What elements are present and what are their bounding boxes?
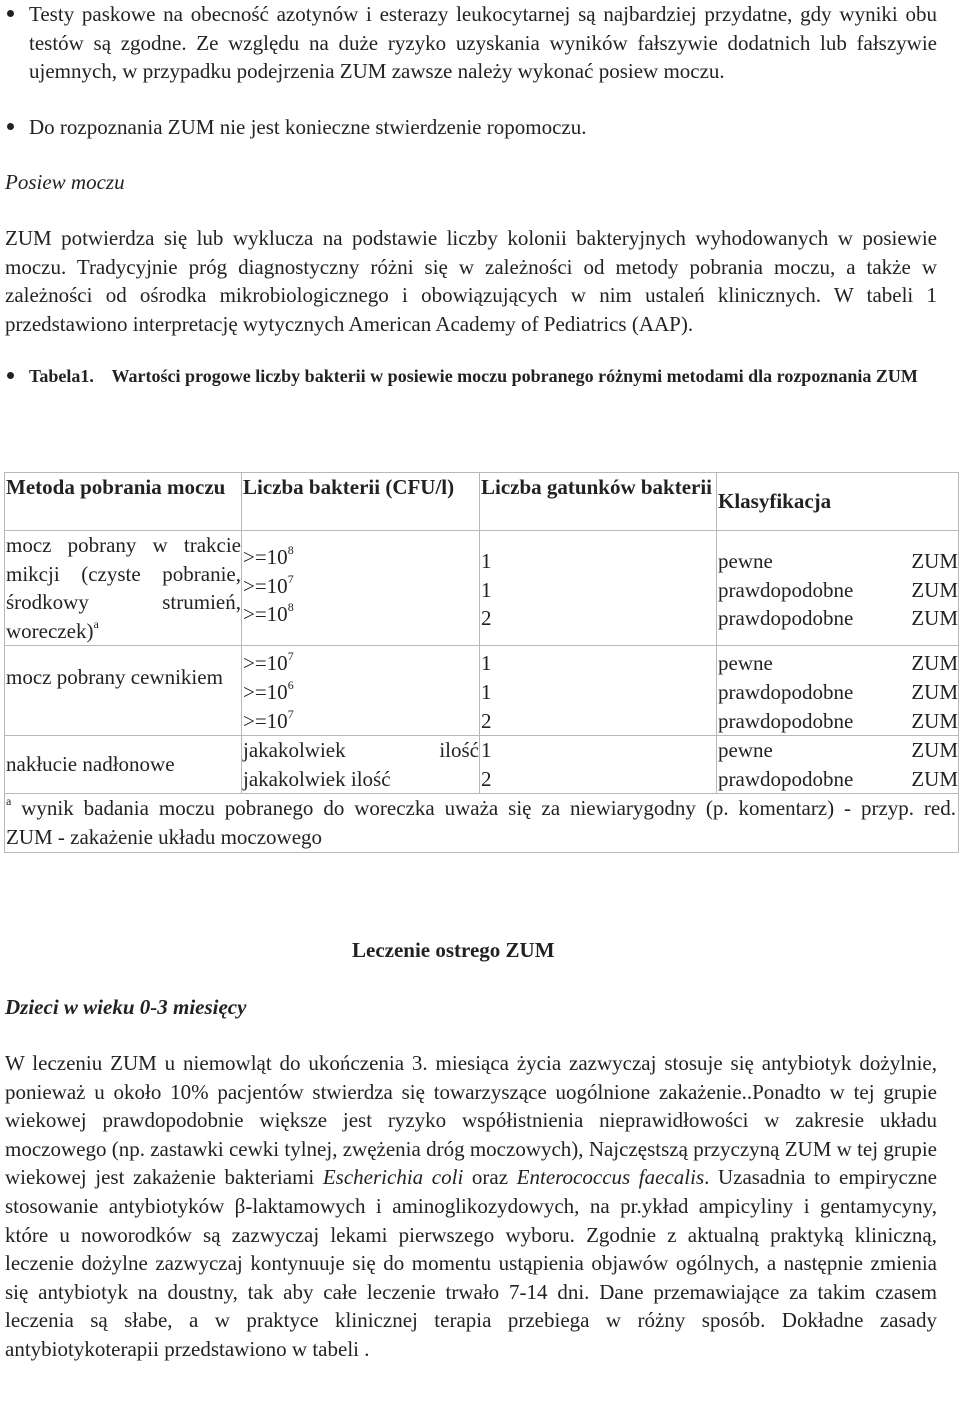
species-value: 1 xyxy=(481,738,492,763)
table-wrapper xyxy=(5,472,959,853)
header-text: Klasyfikacja xyxy=(718,489,832,514)
class-value: pewne ZUM xyxy=(718,738,958,763)
method-text: mocz pobrany cewnikiem xyxy=(6,665,223,690)
class-cell xyxy=(717,646,959,736)
method-text: mocz pobrany w trakcie mikcji (czyste pobranie, środkowy strumień, woreczek) xyxy=(6,533,241,643)
count-exponent: 7 xyxy=(287,571,294,586)
count-cell xyxy=(242,531,480,646)
footnote-text: wynik badania moczu pobranego do woreczka uważa się za niewiarygodny (p. komentarz) - przyp. red. xyxy=(21,796,956,821)
class-value: prawdopodobne ZUM xyxy=(718,766,958,791)
species-value: 1 xyxy=(481,679,492,704)
paragraph-text: oraz xyxy=(463,1165,517,1190)
species-cell xyxy=(480,646,717,736)
section-paragraph: ZUM potwierdza się lub wyklucza na podstawie liczby kolonii bakteryjnych wyhodowanych w posiewie moczu. Tradycyjnie próg diagnostyczny różni się w zależności od metody pobrania moczu, a także w zależności od ośrodka mikrobiologicznego i obowiązujących w nim ustaleń klinicznych. W tabeli 1 przedstawiono interpretację wytycznych American Academy of Pediatrics (AAP). xyxy=(5,225,937,336)
table-header-row xyxy=(5,473,959,531)
method-cell xyxy=(5,646,242,736)
table-row xyxy=(5,531,959,646)
count-cell xyxy=(242,736,480,794)
header-cell: Liczba bakterii (CFU/l) xyxy=(242,473,480,531)
count-cell xyxy=(242,646,480,736)
table-row xyxy=(5,736,959,794)
footnote-marker: a xyxy=(6,794,12,809)
species-value: 1 xyxy=(481,651,492,676)
document-page xyxy=(5,0,937,389)
subsection-heading: Dzieci w wieku 0-3 miesięcy xyxy=(5,995,247,1019)
species-value: 1 xyxy=(481,549,492,573)
table-caption-text: Wartości progowe liczby bakterii w posiewie moczu pobranego różnymi metodami dla rozpoznania ZUM xyxy=(111,366,918,387)
count-value: >=10 xyxy=(243,651,288,676)
class-value: prawdopodobne ZUM xyxy=(718,577,958,602)
bullet-item xyxy=(5,0,937,86)
count-exponent: 8 xyxy=(287,600,294,615)
count-value: >=10 xyxy=(243,602,288,627)
bullet-text: Testy paskowe na obecność azotynów i esterazy leukocytarnej są najbardziej przydatne, gdy wyniki obu testów są zgodne. Ze względu na duże ryzyko uzyskania wyników fałszywie dodatnich lub fałszywie ujemnych, w przypadku podejrzenia ZUM zawsze należy wykonać posiew moczu. xyxy=(29,2,937,84)
table-caption xyxy=(5,363,937,389)
footnote-marker: a xyxy=(93,616,99,631)
count-value: >=10 xyxy=(243,545,288,569)
count-exponent: 6 xyxy=(287,677,294,692)
count-value: >=10 xyxy=(243,573,288,598)
table-footnote-row xyxy=(5,794,959,852)
bullet-item xyxy=(5,113,937,142)
paragraph-text: W leczeniu ZUM u niemowląt do ukończenia 3. miesiąca życia zazwyczaj stosuje się antybiotyk dożylnie, ponieważ u około 10% pacjentów stwierdza się towarzyszące uogólnione zakażenie..Ponadto w tej grupie wiekowej prawdopodobnie większe jest ryzyko współistnienia nieprawidłowości w zakresie układu moczowego (np. zastawki cewki tylnej, zwężenia dróg moczowych), Najczęstszą przyczyną ZUM w tej grupie wiekowej jest zakażenie bakteriami xyxy=(5,1051,937,1190)
species-value: 2 xyxy=(481,708,492,733)
count-exponent: 8 xyxy=(287,543,294,557)
species-value: 1 xyxy=(481,577,492,602)
count-value: jakakolwiek ilość xyxy=(243,738,479,763)
treatment-paragraph xyxy=(5,1049,937,1364)
method-text: nakłucie nadłonowe xyxy=(6,752,175,777)
table-caption-label: Tabela1. xyxy=(29,366,94,387)
species-cell xyxy=(480,531,717,646)
class-value: pewne ZUM xyxy=(718,549,958,573)
class-cell xyxy=(717,736,959,794)
abbreviation-text: ZUM - zakażenie układu moczowego xyxy=(6,824,323,849)
paragraph-text: . Uzasadnia to empiryczne stosowanie antybiotyków β-laktamowych i aminoglikozydowych, na pr.ykład ampicyliny i gentamycyny, które u noworodków są zazwyczaj lekami pierwszego wyboru. Zgodnie z aktualną praktyką kliniczną, leczenie dożylne zazwyczaj kontynuuje się do momentu ustąpienia objawów ogólnych, a następnie zmienia się antybiotyk na doustny, tak aby całe leczenie trwało 7-14 dni. Dane przemawiające za takim czasem leczenia są słabe, a w praktyce klinicznej terapia przebiega w różny sposób. Dokładne zasady antybiotykoterapii przedstawiono w tabeli . xyxy=(5,1165,937,1361)
section-title: Leczenie ostrego ZUM xyxy=(352,938,555,962)
bullet-text: Do rozpoznania ZUM nie jest konieczne stwierdzenie ropomoczu. xyxy=(29,114,587,139)
count-value: >=10 xyxy=(243,708,288,733)
count-value: >=10 xyxy=(243,679,288,704)
count-exponent: 7 xyxy=(287,649,294,664)
header-cell: Metoda pobrania moczu xyxy=(5,473,242,531)
species-value: 2 xyxy=(481,606,492,631)
bacteria-name: Escherichia coli xyxy=(322,1165,464,1190)
threshold-table xyxy=(4,472,959,853)
class-value: prawdopodobne ZUM xyxy=(718,708,958,733)
section-heading: Posiew moczu xyxy=(5,170,125,195)
species-cell xyxy=(480,736,717,794)
header-cell: Liczba gatunków bakterii xyxy=(480,473,717,531)
bullet-icon xyxy=(7,372,14,379)
class-cell xyxy=(717,531,959,646)
method-cell xyxy=(5,736,242,794)
method-cell xyxy=(5,531,242,646)
species-value: 2 xyxy=(481,766,492,791)
table-row xyxy=(5,646,959,736)
header-cell xyxy=(717,473,959,531)
bacteria-name: Enterococcus faecalis xyxy=(516,1165,705,1190)
class-value: prawdopodobne ZUM xyxy=(718,679,958,704)
bullet-icon xyxy=(7,123,14,130)
footnote-cell xyxy=(5,794,959,852)
bullet-icon xyxy=(7,10,14,17)
class-value: prawdopodobne ZUM xyxy=(718,606,958,631)
count-exponent: 7 xyxy=(287,706,294,721)
count-value: jakakolwiek ilość xyxy=(243,766,391,791)
class-value: pewne ZUM xyxy=(718,651,958,676)
